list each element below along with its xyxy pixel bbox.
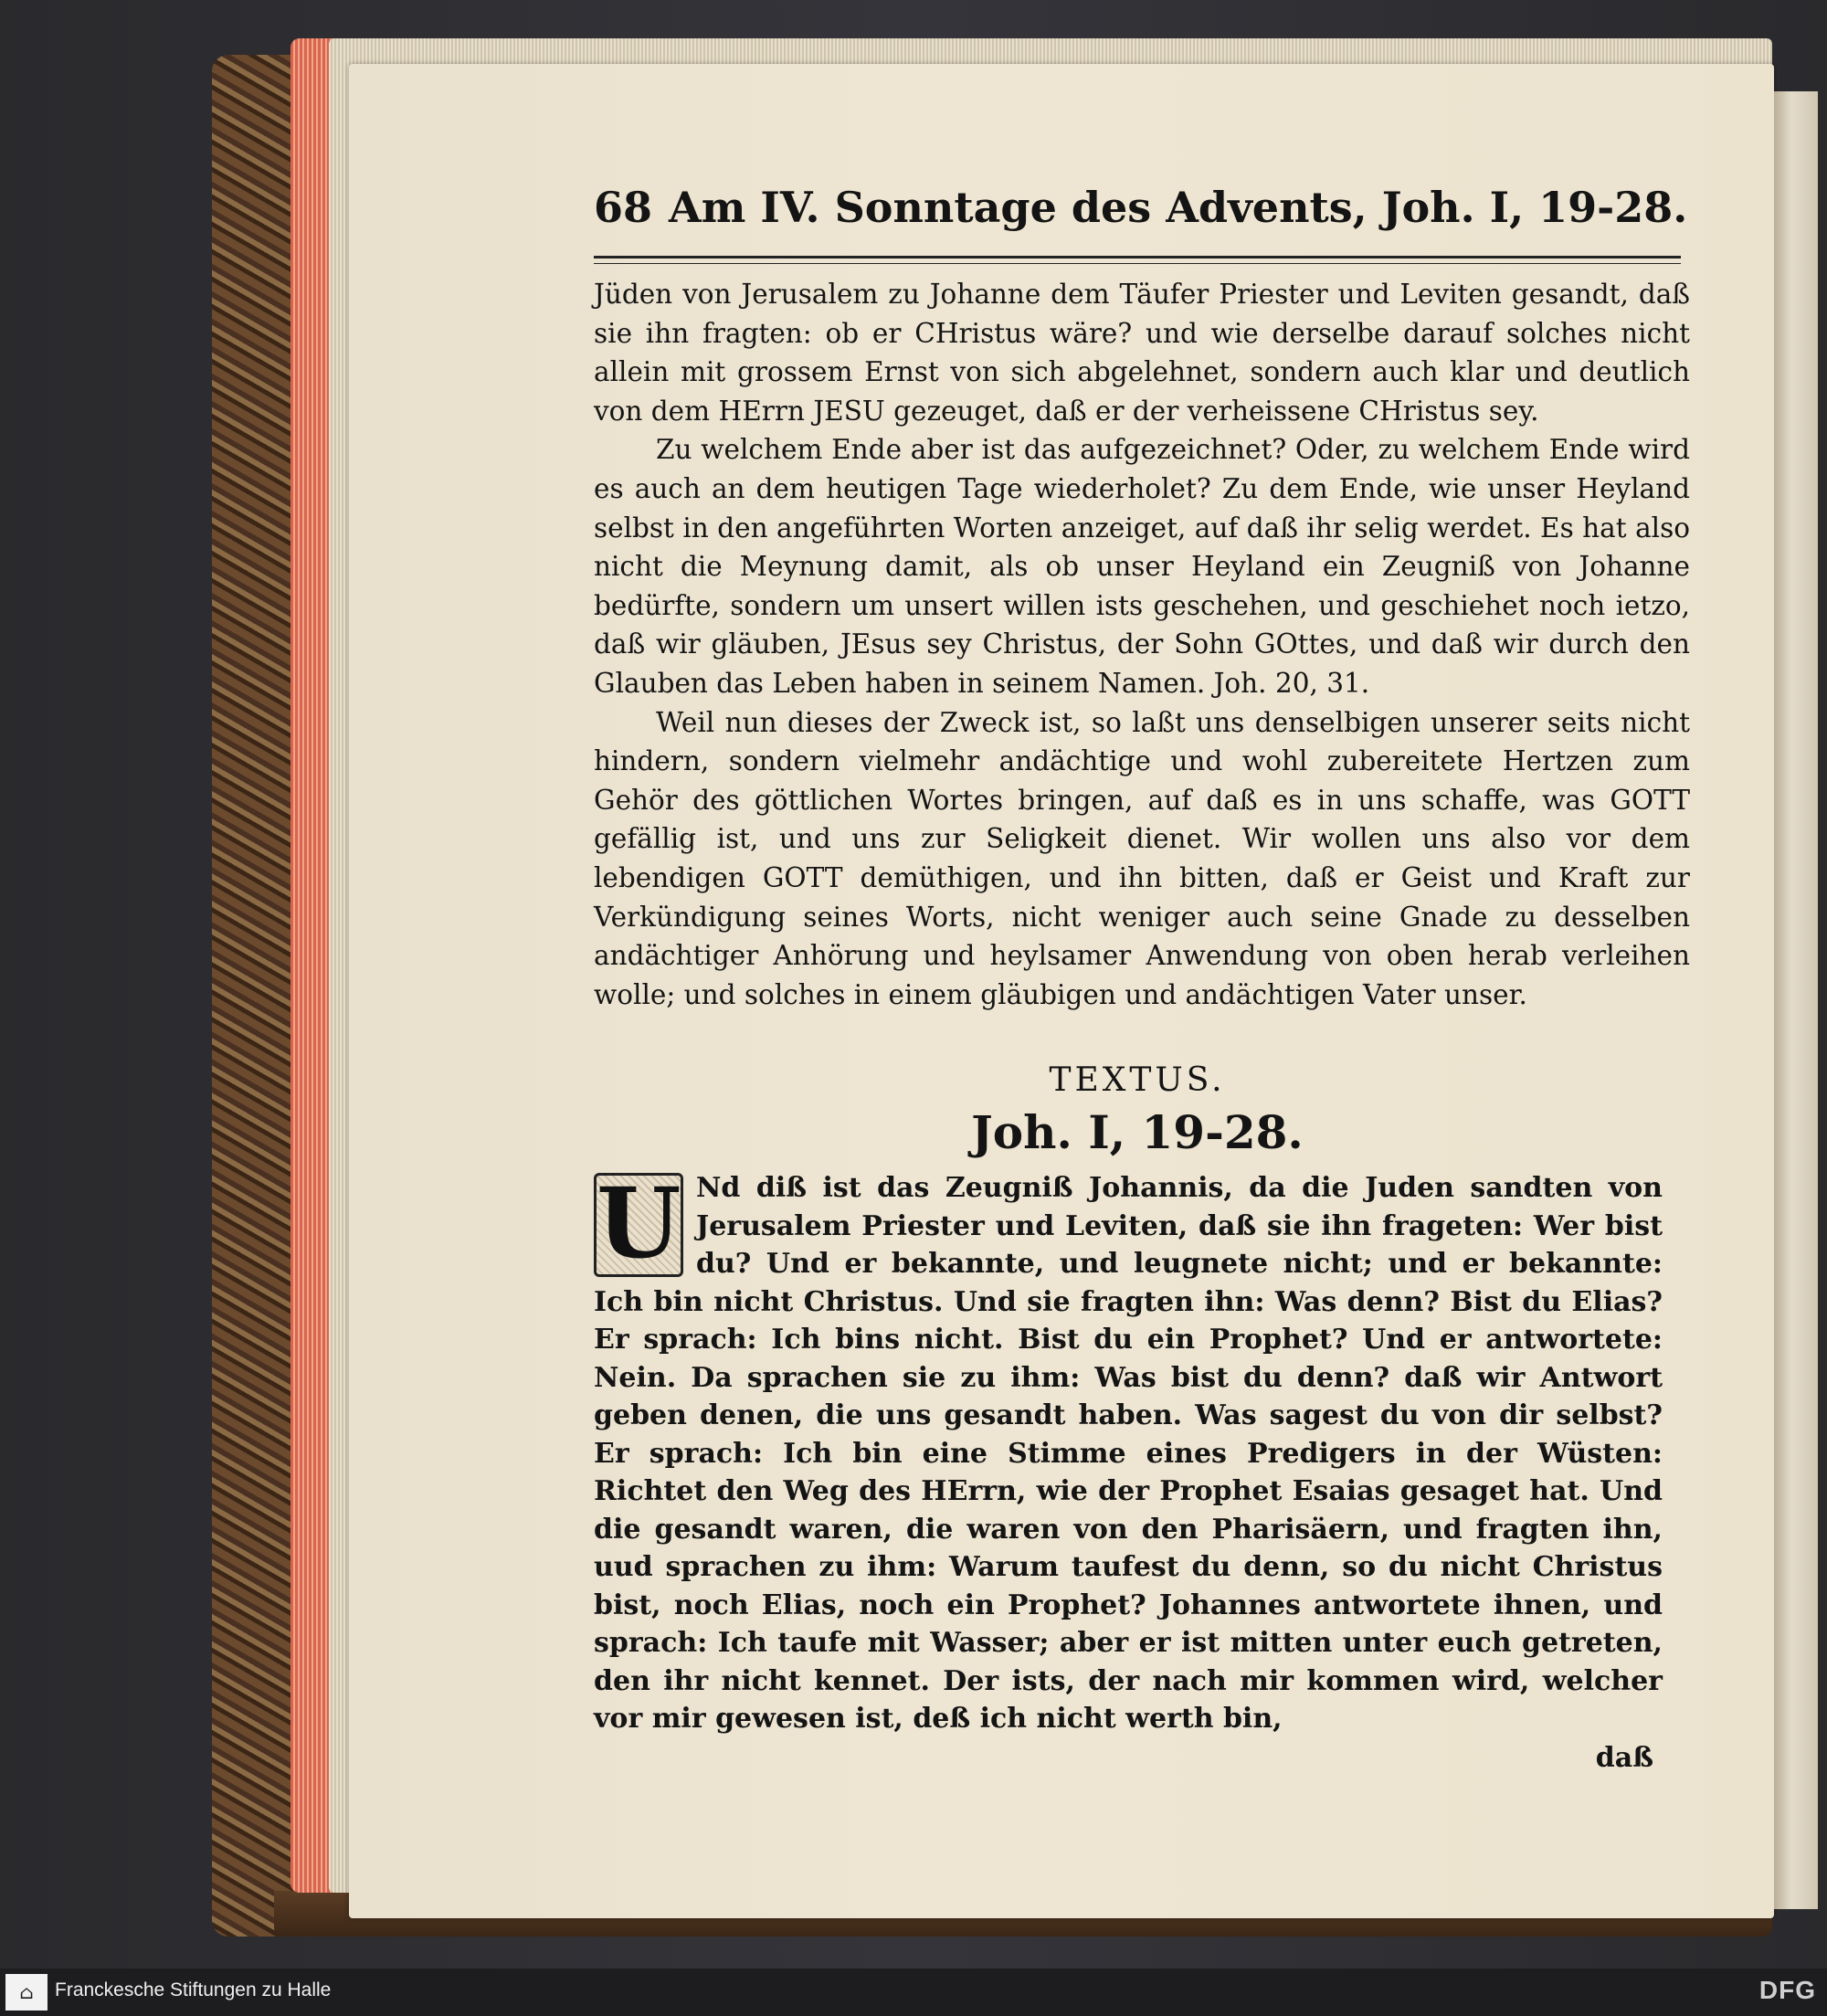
textus-reference: Joh. I, 19-28.	[971, 1105, 1304, 1160]
paragraph-text: Zu welchem Ende aber ist das aufgezeichnet? Oder, zu welchem Ende wird es auch an dem heutigen Tage wiederholet? Zu dem Ende, wie unser Heyland selbst in den angeführten Worten anzeiget, auf daß ihr selig werdet. Es hat also nicht die Meynung damit, als ob unser Heyland ein Zeugniß von Johanne bedürfte, sondern um unsert willen ists geschehen, und geschiehet noch ietzo, daß wir gläuben, JEsus sey Christus, der Sohn GOttes, und daß wir durch den Glauben das Leben haben in seinem Namen. Joh. 20, 31.	[594, 434, 1690, 699]
dfg-logo: DFG	[1758, 1976, 1816, 2004]
intro-paragraph-1	[594, 275, 1690, 430]
textus-body	[594, 1166, 1663, 1738]
paragraph-text: Weil nun dieses der Zweck ist, so laßt uns denselbigen unserer seits nicht hindern, sondern vielmehr andächtige und wohl zubereitete Hertzen zum Gehör des göttlichen Wortes bringen, auf daß es in uns schaffe, was GOTT gefällig ist, und uns zur Seligkeit dienet. Wir wollen uns also vor dem lebendigen GOTT demüthigen, und ihn bitten, daß er Geist und Kraft zur Verkündigung seines Worts, nicht weniger auch seine Gnade zu desselben andächtiger Anhörung und heylsamer Anwendung von oben herab verleihen wolle; und solches in einem gläubigen und andächtigen Vater unser.	[594, 706, 1690, 1010]
textus-text: Nd diß ist das Zeugniß Johannis, da die Juden sandten von Jerusalem Priester und Leviten, daß sie ihn frageten: Wer bist du? Und er bekannte, und leugnete nicht; und er bekannte: Ich bin nicht Christus. Und sie fragten ihn: Was denn? Bist du Elias? Er sprach: Ich bins nicht. Bist du ein Prophet? Und er antwortete: Nein. Da sprachen sie zu ihm: Was bist du denn? daß wir Antwort geben denen, die uns gesandt haben. Was sagest du von dir selbst? Er sprach: Ich bin eine Stimme eines Predigers in der Wüsten: Richtet den Weg des HErrn, wie der Prophet Esaias gesaget hat. Und die gesandt waren, die waren von den Pharisäern, und fragten ihn, uud sprachen zu ihm: Warum taufest du denn, so du nicht Christus bist, noch Elias, noch ein Prophet? Johannes antwortete ihnen, und sprach: Ich taufe mit Wasser; aber er ist mitten unter euch getreten, den ihr nicht kennet. Der ists, der nach mir kommen wird, welcher vor mir gewesen ist, deß ich nicht werth bin,	[594, 1172, 1663, 1736]
page-number: 68	[594, 183, 653, 232]
decorated-initial: U	[594, 1173, 683, 1277]
facing-page-strip	[1774, 91, 1818, 1909]
paragraph-text: Jüden von Jerusalem zu Johanne dem Täufer Priester und Leviten gesandt, daß sie ihn fragten: ob er CHristus wäre? und wie derselbe darauf solches nicht allein mit grossem Ernst von sich abgelehnet, sondern auch klar und deutlich von dem HErrn JESU gezeuget, daß er der verheissene CHristus sey.	[594, 279, 1690, 427]
intro-paragraph-2	[594, 430, 1690, 702]
page-text-block	[594, 183, 1690, 1774]
catchword: daß	[1595, 1741, 1653, 1774]
intro-paragraph-3	[594, 703, 1690, 1015]
textus-heading: TEXTUS.	[1049, 1061, 1226, 1100]
institution-logo-icon: ⌂	[5, 1974, 48, 2011]
running-header	[594, 183, 1690, 256]
running-title: Am IV. Sonntage des Advents, Joh. I, 19-28.	[669, 183, 1688, 232]
viewer-footer	[0, 1969, 1827, 2016]
header-rule	[594, 256, 1681, 264]
institution-name: Franckesche Stiftungen zu Halle	[55, 1979, 332, 2000]
